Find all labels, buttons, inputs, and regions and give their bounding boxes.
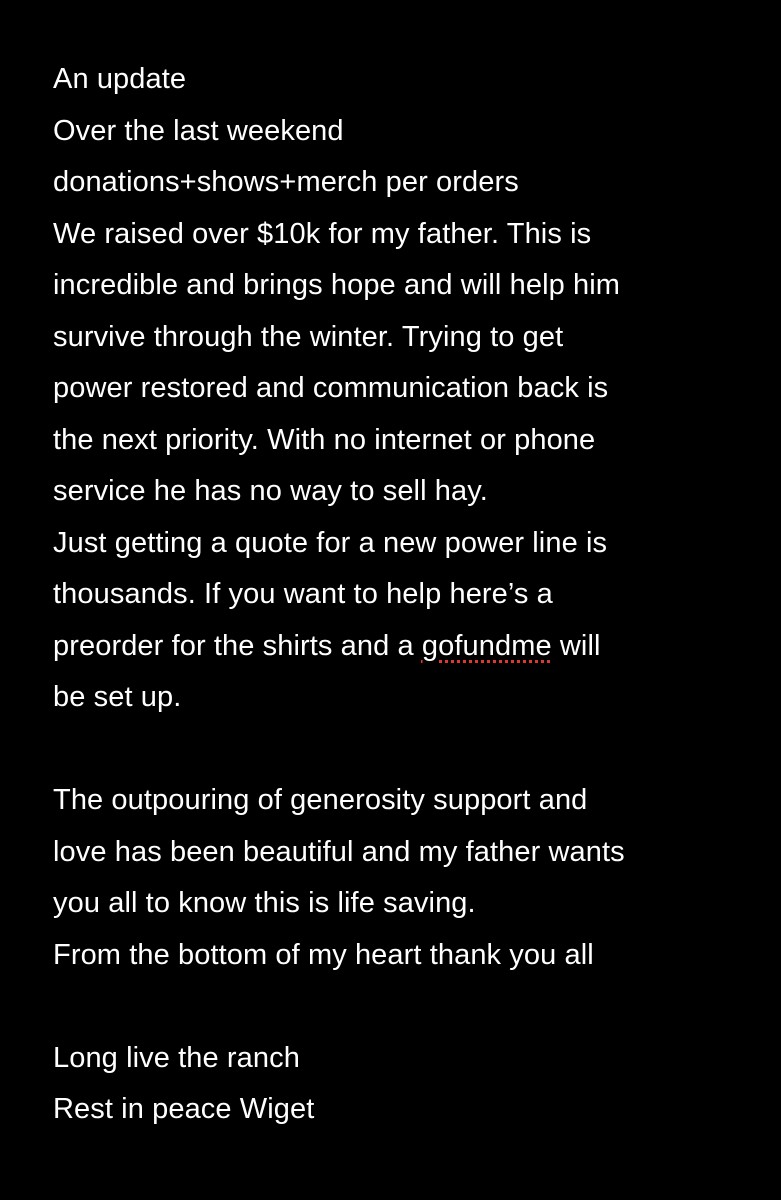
line-text-after: will: [551, 629, 601, 662]
note-line: An update: [53, 63, 187, 95]
note-text-area[interactable]: [53, 54, 753, 1136]
note-line: Rest in peace Wiget: [53, 1093, 315, 1125]
note-line: you all to know this is life saving.: [53, 887, 476, 919]
note-line: From the bottom of my heart thank you all: [53, 938, 594, 971]
note-line: the next priority. With no internet or phone: [53, 423, 596, 456]
note-line: The outpouring of generosity support and: [53, 784, 588, 816]
blank-line: [53, 724, 753, 776]
blank-line: [53, 981, 753, 1033]
note-line: Long live the ranch: [53, 1041, 300, 1074]
note-line: survive through the winter. Trying to get: [53, 320, 564, 353]
note-line: Just getting a quote for a new power line is: [53, 526, 608, 559]
note-line: Over the last weekend: [53, 114, 344, 147]
note-line: power restored and communication back is: [53, 372, 609, 404]
note-line: be set up.: [53, 681, 182, 713]
note-line: incredible and brings hope and will help him: [53, 269, 621, 301]
note-line: donations+shows+merch per orders: [53, 166, 519, 198]
note-line-with-misspelling: [53, 621, 753, 673]
note-line: thousands. If you want to help here’s a: [53, 578, 553, 610]
line-text-before: preorder for the shirts and a: [53, 629, 422, 662]
note-line: service he has no way to sell hay.: [53, 475, 488, 507]
note-line: love has been beautiful and my father wants: [53, 835, 625, 868]
misspelled-word[interactable]: gofundme: [421, 629, 552, 662]
note-line: We raised over $10k for my father. This is: [53, 217, 592, 250]
